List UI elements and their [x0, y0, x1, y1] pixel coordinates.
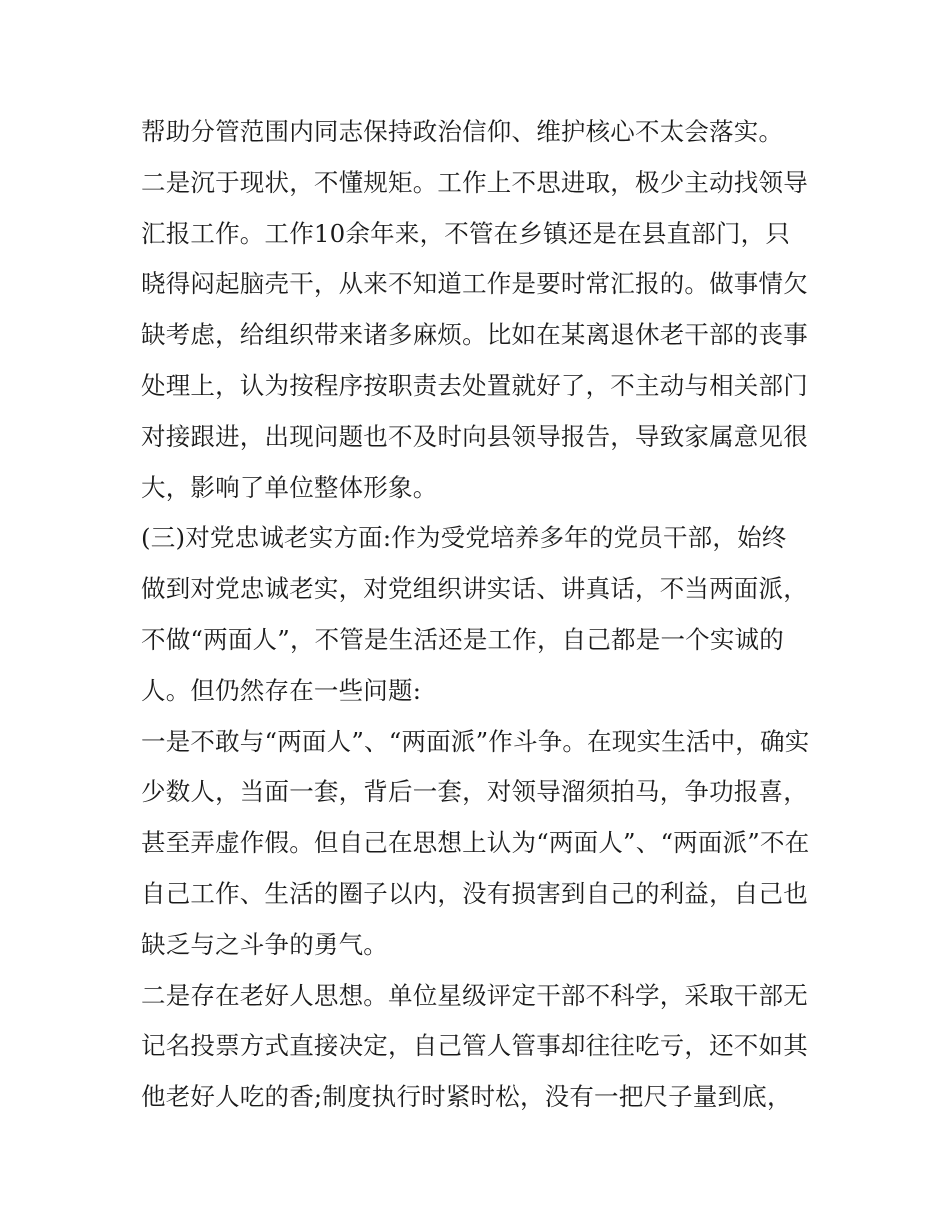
body-text [141, 107, 821, 1123]
text-line: 晓得闷起脑壳干，从来不知道工作是要时常汇报的。做事情欠 [141, 269, 808, 299]
text-line: 缺考虑，给组织带来诸多麻烦。比如在某离退休老干部的丧事 [141, 320, 808, 350]
text-line: 二是存在老好人思想。单位星级评定干部不科学，采取干部无 [141, 980, 808, 1010]
text-line: 二是沉于现状，不懂规矩。工作上不思进取，极少主动找领导 [141, 167, 808, 197]
text-line: 对接跟进，出现问题也不及时向县领导报告，导致家属意见很 [141, 421, 808, 451]
text-line: 自己工作、生活的圈子以内，没有损害到自己的利益，自己也 [141, 878, 808, 908]
section-heading-line: (三)对党忠诚老实方面:作为受党培养多年的党员干部，始终 [141, 523, 787, 553]
text-line: 做到对党忠诚老实，对党组织讲实话、讲真话，不当两面派， [141, 574, 808, 604]
text-line: 甚至弄虚作假。但自己在思想上认为“两面人”、“两面派”不在 [141, 828, 810, 858]
text-line: 他老好人吃的香;制度执行时紧时松，没有一把尺子量到底， [141, 1082, 792, 1112]
text-line: 一是不敢与“两面人”、“两面派”作斗争。在现实生活中，确实 [141, 726, 810, 756]
text-line: 不做“两面人”，不管是生活还是工作，自己都是一个实诚的 [141, 624, 784, 654]
text-line: 帮助分管范围内同志保持政治信仰、维护核心不太会落实。 [141, 117, 784, 146]
text-line: 汇报工作。工作10余年来，不管在乡镇还是在县直部门，只 [141, 218, 791, 248]
text-line: 少数人，当面一套，背后一套，对领导溜须拍马，争功报喜， [141, 777, 808, 807]
text-line: 大，影响了单位整体形象。 [141, 472, 438, 502]
text-line: 处理上，认为按程序按职责去处置就好了，不主动与相关部门 [141, 370, 808, 400]
text-line: 人。但仍然存在一些问题: [141, 675, 422, 705]
text-line: 记名投票方式直接决定，自己管人管事却往往吃亏，还不如其 [141, 1031, 808, 1061]
text-line: 缺乏与之斗争的勇气。 [141, 929, 388, 959]
